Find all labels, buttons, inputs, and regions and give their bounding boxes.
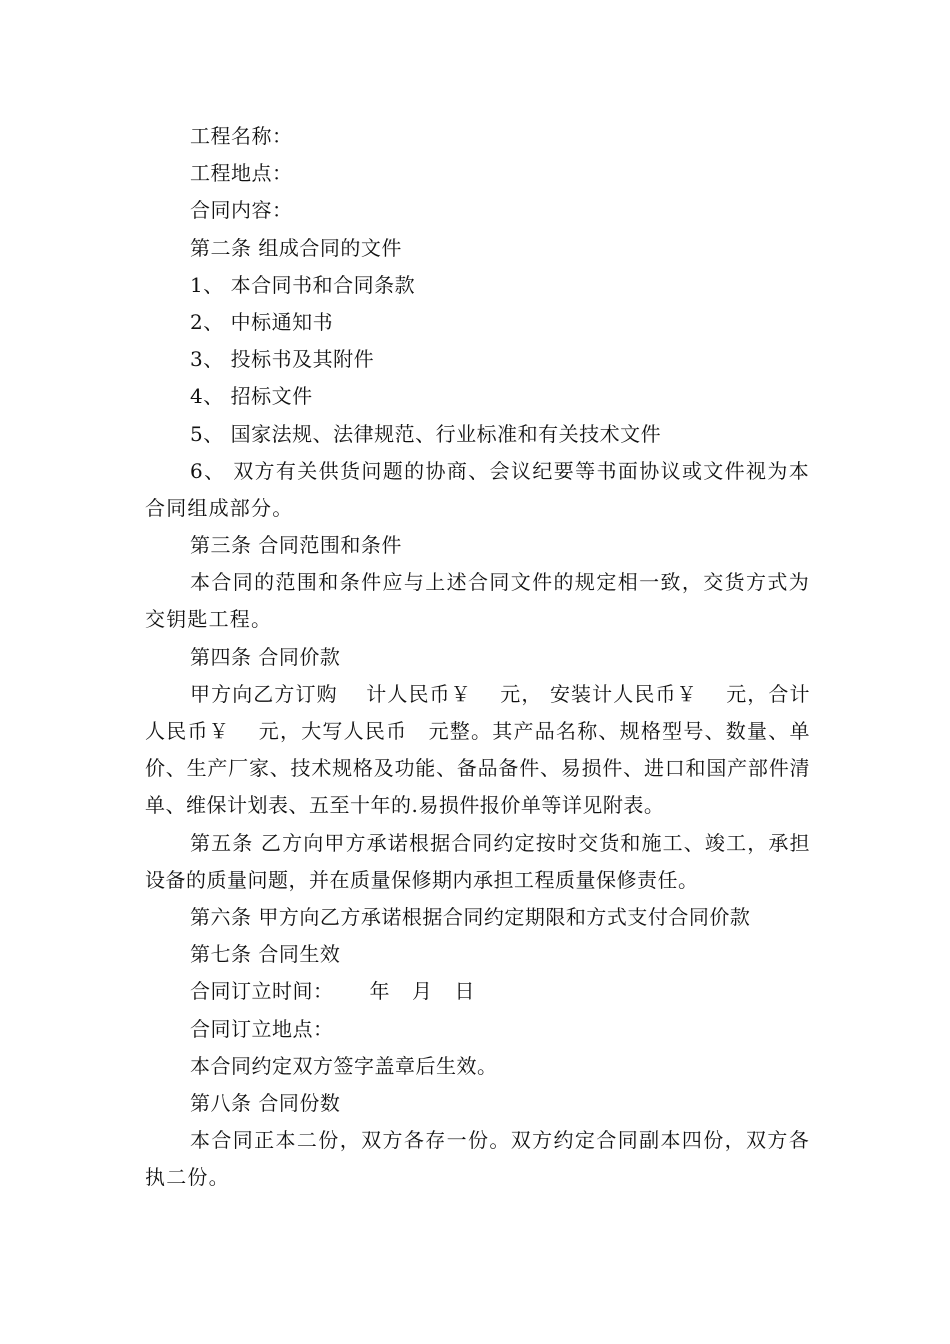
signing-place-label: 合同订立地点： xyxy=(190,1016,334,1041)
article-3-body: 本合同的范围和条件应与上述合同文件的规定相一致，交货方式为交钥匙工程。 xyxy=(145,570,810,632)
project-location-label: 工程地点： xyxy=(190,161,293,186)
signing-year: 年 xyxy=(369,979,390,1004)
document-item-2: 2、 中标通知书 xyxy=(190,309,334,334)
article-7-title: 第七条 合同生效 xyxy=(190,942,341,967)
document-item-3: 3、 投标书及其附件 xyxy=(190,347,375,372)
contract-body xyxy=(145,118,810,1197)
signing-time-line xyxy=(145,973,810,1010)
article-3-title: 第三条 合同范围和条件 xyxy=(190,533,402,558)
article-4-body: 甲方向乙方订购 计人民币￥ 元， 安装计人民币￥ 元，合计人民币￥ 元，大写人民币 元整。其产品名称、规格型号、数量、单价、生产厂家、技术规格及功能、备品备件、易损件、进口和国产部件清单、维保计划表、五至十年的.易损件报价单等详见附表。 xyxy=(145,681,810,818)
document-item-6: 6、 双方有关供货问题的协商、会议纪要等书面协议或文件视为本合同组成部分。 xyxy=(145,458,810,520)
article-4-title: 第四条 合同价款 xyxy=(190,644,341,669)
article-2-title: 第二条 组成合同的文件 xyxy=(190,235,402,260)
article-8-body: 本合同正本二份，双方各存一份。双方约定合同副本四份，双方各执二份。 xyxy=(145,1128,810,1190)
article-8-title: 第八条 合同份数 xyxy=(190,1091,341,1116)
contract-content-label: 合同内容： xyxy=(190,198,293,223)
document-item-5: 5、 国家法规、法律规范、行业标准和有关技术文件 xyxy=(190,421,662,446)
document-item-1: 1、 本合同书和合同条款 xyxy=(190,272,416,297)
article-5: 第五条 乙方向甲方承诺根据合同约定按时交货和施工、竣工，承担设备的质量问题，并在质量保修期内承担工程质量保修责任。 xyxy=(145,830,810,892)
document-item-4: 4、 招标文件 xyxy=(190,384,313,409)
signing-month: 月 xyxy=(412,979,433,1004)
project-name-label: 工程名称： xyxy=(190,124,293,148)
article-6: 第六条 甲方向乙方承诺根据合同约定期限和方式支付合同价款 xyxy=(190,905,751,930)
effective-clause: 本合同约定双方签字盖章后生效。 xyxy=(190,1053,498,1078)
signing-time-label: 合同订立时间： xyxy=(190,979,334,1004)
signing-day: 日 xyxy=(454,979,475,1004)
